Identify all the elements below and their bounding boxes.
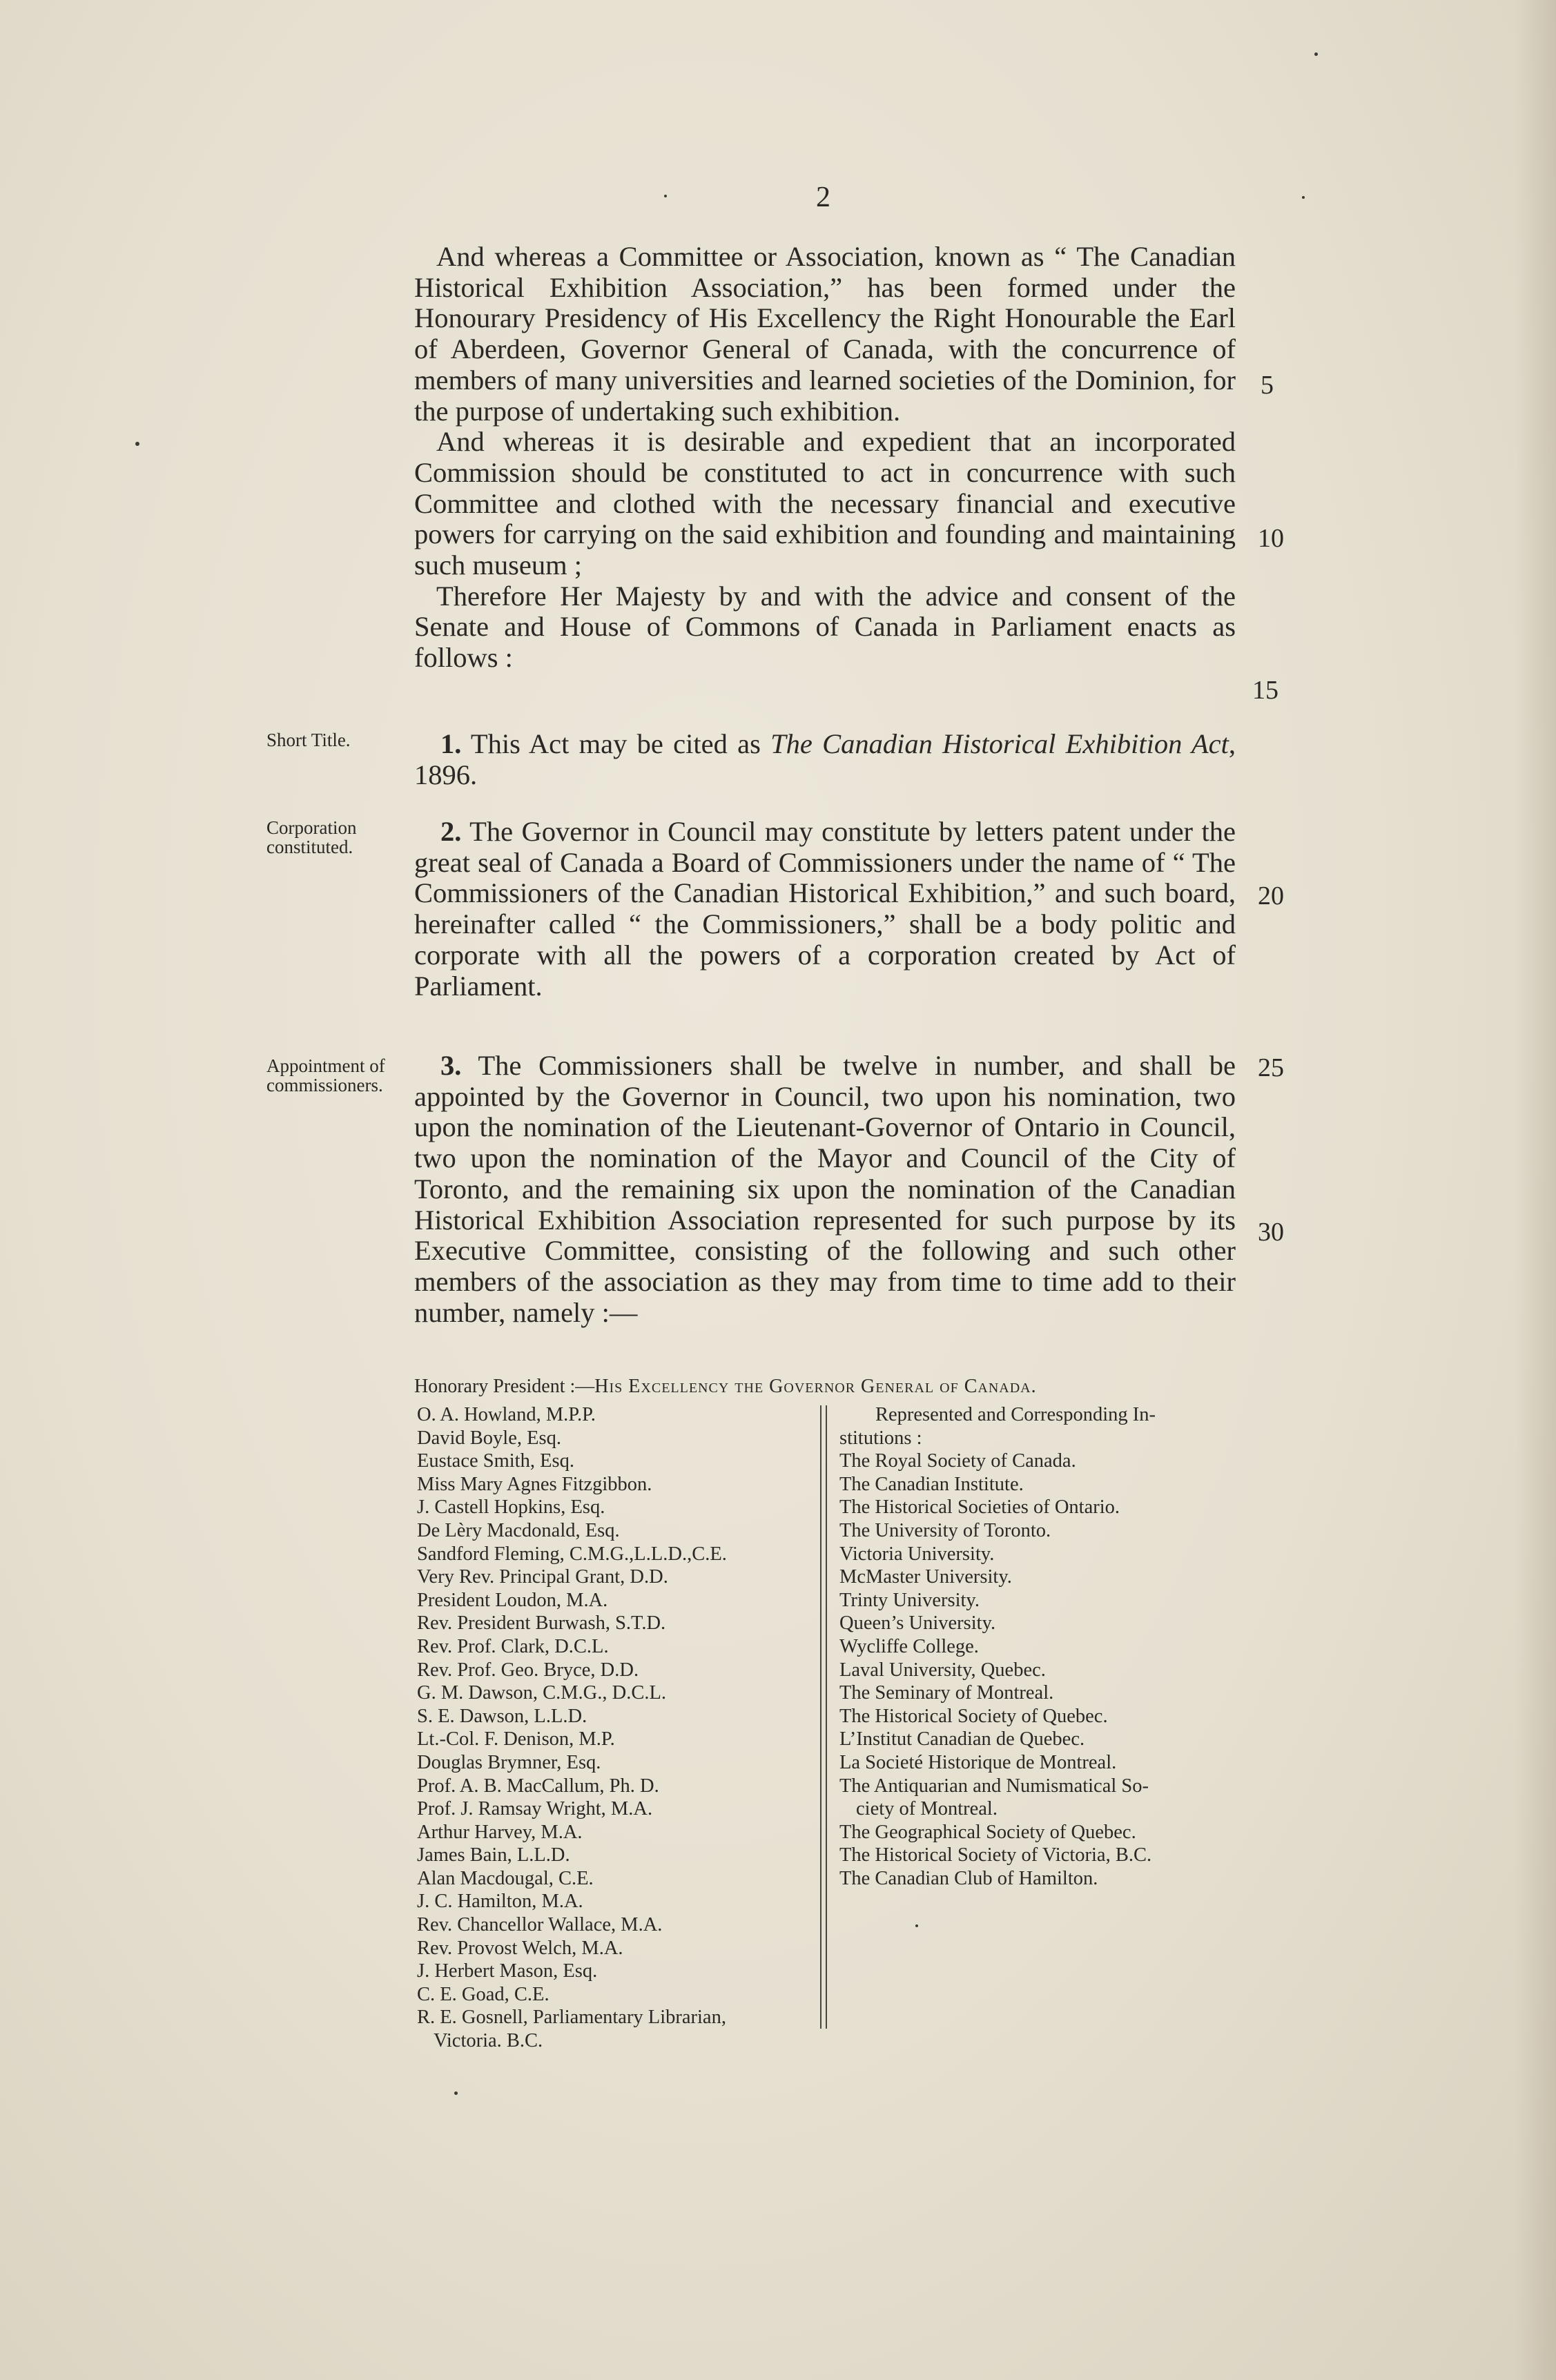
member-25: C. E. Goad, C.E.	[417, 1983, 550, 2005]
member-1: David Boyle, Esq.	[417, 1427, 561, 1449]
line-number-20: 20	[1258, 881, 1284, 910]
column-divider	[820, 1405, 827, 2029]
section-1-number: 1.	[440, 728, 462, 759]
member-0: O. A. Howland, M.P.P.	[417, 1404, 596, 1425]
section-2-number: 2.	[440, 816, 462, 847]
institution-victoria: The Historical Society of Victoria, B.C.	[839, 1844, 1152, 1866]
member-2: Eustace Smith, Esq.	[417, 1450, 574, 1472]
institution-1: The Canadian Institute.	[839, 1473, 1024, 1495]
honorary-president-name: His Excellency the Governor General of Canada.	[594, 1376, 1037, 1397]
institution-0: The Royal Society of Canada.	[839, 1450, 1076, 1472]
preamble-paragraph-3: Therefore Her Majesty by and with the advice and consent of the Senate and House of Commons of Canada in Parliament enacts as follows :	[414, 580, 1236, 674]
member-11: Rev. Prof. Geo. Bryce, D.D.	[417, 1659, 639, 1681]
section-1-text-after: , 1896.	[414, 728, 1236, 790]
institutions-heading-continued: stitutions :	[839, 1427, 922, 1449]
preamble-paragraph-2: And whereas it is desirable and expedient that an incorporated Commission should be constituted to act in concurrence with such Committee and clothed with the necessary financial and executive powers for carrying on the said exhibition and founding and maintaining such museum ;	[414, 426, 1236, 581]
member-16: Prof. A. B. MacCallum, Ph. D.	[417, 1775, 659, 1797]
institution-2: The Historical Societies of Ontario.	[839, 1496, 1120, 1519]
institution-hamilton: The Canadian Club of Hamilton.	[839, 1867, 1098, 1889]
margin-note-appointment: Appointment of commissioners.	[266, 1055, 385, 1095]
member-gosnell: R. E. Gosnell, Parliamentary Librarian,	[417, 2007, 726, 2029]
institution-antiquarian: The Antiquarian and Numismatical So-	[839, 1775, 1149, 1797]
member-15: Douglas Brymner, Esq.	[417, 1751, 601, 1773]
institution-6: Trinty University.	[839, 1589, 980, 1611]
page-edge-shadow	[1515, 0, 1556, 2380]
member-18: Arthur Harvey, M.A.	[417, 1821, 583, 1843]
members-column	[417, 1403, 821, 2053]
line-number-15: 15	[1252, 676, 1278, 705]
member-14: Lt.-Col. F. Denison, M.P.	[417, 1728, 615, 1750]
honorary-president-line	[414, 1376, 1256, 1398]
member-17: Prof. J. Ramsay Wright, M.A.	[417, 1798, 653, 1820]
institutions-heading: Represented and Corresponding In-	[875, 1404, 1156, 1425]
member-5: De Lèry Macdonald, Esq.	[417, 1519, 620, 1541]
institution-5: McMaster University.	[839, 1566, 1012, 1588]
institution-10: The Seminary of Montreal.	[839, 1682, 1054, 1704]
member-10: Rev. Prof. Clark, D.C.L.	[417, 1635, 609, 1657]
page-number: 2	[816, 182, 830, 213]
ink-speck	[915, 1924, 918, 1927]
section-1	[414, 729, 1236, 790]
institution-11: The Historical Society of Quebec.	[839, 1705, 1108, 1727]
institution-geographical: The Geographical Society of Quebec.	[839, 1821, 1136, 1843]
member-19: James Bain, L.L.D.	[417, 1844, 570, 1866]
section-3-number: 3.	[440, 1050, 462, 1081]
margin-note-short-title: Short Title.	[266, 730, 351, 750]
member-8: President Loudon, M.A.	[417, 1589, 608, 1611]
member-3: Miss Mary Agnes Fitzgibbon.	[417, 1473, 652, 1495]
section-2	[414, 817, 1236, 1002]
member-24: J. Herbert Mason, Esq.	[417, 1960, 598, 1982]
institution-8: Wycliffe College.	[839, 1635, 979, 1657]
institution-4: Victoria University.	[839, 1543, 995, 1565]
member-12: G. M. Dawson, C.M.G., D.C.L.	[417, 1682, 667, 1704]
honorary-president-label: Honorary President :—	[414, 1376, 595, 1397]
member-gosnell-continued: Victoria. B.C.	[434, 2030, 543, 2052]
member-6: Sandford Fleming, C.M.G.,L.L.D.,C.E.	[417, 1543, 727, 1565]
institutions-column	[839, 1403, 1254, 1890]
institution-9: Laval University, Quebec.	[839, 1659, 1046, 1681]
member-20: Alan Macdougal, C.E.	[417, 1867, 594, 1889]
ink-speck	[1302, 196, 1305, 199]
institution-13: La Societé Historique de Montreal.	[839, 1751, 1117, 1773]
member-23: Rev. Provost Welch, M.A.	[417, 1937, 623, 1959]
section-3-text: The Commissioners shall be twelve in number, and shall be appointed by the Governor in Council, two upon his nomination, two upon the nomination of the Lieutenant-Governor of Ontario in Council, two upon the nomination of the Mayor and Council of the City of Toronto, and the remaining six upon the nomination of the Canadian Historical Exhibition Association represented for such purpose by its Executive Committee, consisting of the following and such other members of the association as they may from time to time add to their number, namely :—	[414, 1050, 1236, 1328]
section-1-act-title: The Canadian Historical Exhibition Act	[770, 728, 1229, 759]
line-number-25: 25	[1258, 1053, 1284, 1082]
preamble-paragraph-1: And whereas a Committee or Association, known as “ The Canadian Historical Exhibition Association,” has been formed under the Honourary Presidency of His Excellency the Right Honourable the Earl of Aberdeen, Governor General of Canada, with the concurrence of members of many universities and learned societies of the Dominion, for the purpose of undertaking such exhibition.	[414, 241, 1236, 427]
member-22: Rev. Chancellor Wallace, M.A.	[417, 1914, 663, 1936]
ink-speck	[454, 2091, 458, 2095]
member-13: S. E. Dawson, L.L.D.	[417, 1705, 587, 1727]
section-1-text-before: This Act may be cited as	[470, 728, 771, 759]
line-number-10: 10	[1258, 524, 1284, 553]
ink-speck	[1314, 52, 1318, 56]
line-number-30: 30	[1258, 1218, 1284, 1247]
member-9: Rev. President Burwash, S.T.D.	[417, 1612, 666, 1635]
ink-speck	[664, 195, 667, 197]
member-4: J. Castell Hopkins, Esq.	[417, 1496, 605, 1519]
institution-7: Queen’s University.	[839, 1612, 996, 1635]
section-3	[414, 1051, 1236, 1328]
margin-note-corporation: Corporation constituted.	[266, 817, 357, 857]
institution-12: L’Institut Canadian de Quebec.	[839, 1728, 1085, 1750]
section-2-text: The Governor in Council may constitute by letters patent under the great seal of Canada a Board of Commissioners under the name of “ The Commissioners of the Canadian Historical Exhibition,” and such board, hereinafter called “ the Commissioners,” shall be a body politic and corporate with all the powers of a corporation created by Act of Parliament.	[414, 816, 1236, 1002]
preamble	[414, 242, 1236, 674]
institution-antiquarian-continued: ciety of Montreal.	[856, 1798, 998, 1820]
line-number-5: 5	[1261, 371, 1274, 400]
ink-speck	[135, 442, 139, 446]
member-7: Very Rev. Principal Grant, D.D.	[417, 1566, 668, 1588]
institution-3: The University of Toronto.	[839, 1519, 1051, 1541]
member-21: J. C. Hamilton, M.A.	[417, 1891, 583, 1913]
